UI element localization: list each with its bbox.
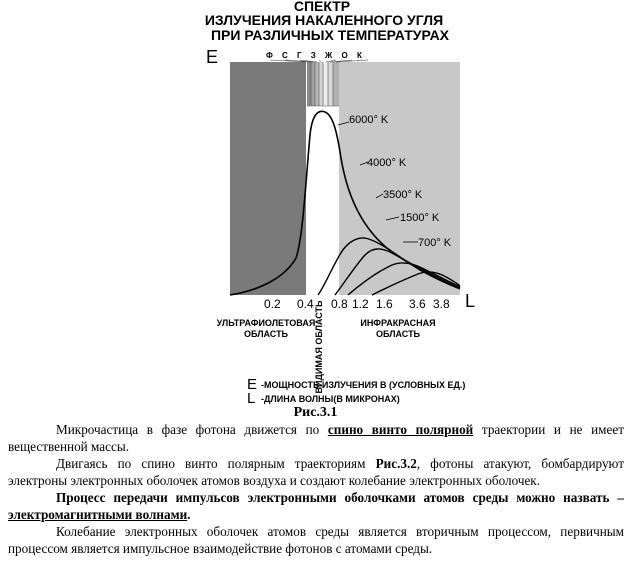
p1-text-c: траектории и не имеет вещественной массы. xyxy=(8,422,624,454)
label-4000k: 4000° K xyxy=(367,157,407,169)
x-tick-0.4: 0.4 xyxy=(297,297,314,311)
ultraviolet-label-2: ОБЛАСТЬ xyxy=(243,329,289,339)
p2-text-c: , фотоны атакуют, бомбардируют электроны электронных оболочек атомов воздуха и создают колебание электронных оболочек. xyxy=(8,456,624,488)
paragraph-1 xyxy=(8,421,624,455)
x-axis-letter: L xyxy=(465,291,476,311)
legend-l-letter: L xyxy=(247,390,256,405)
p3-emphasis: электромагнитными волнами xyxy=(8,507,188,522)
legend-e-letter: E xyxy=(247,376,258,393)
infrared-label-2: ОБЛАСТЬ xyxy=(375,329,421,339)
figure-title-line-3: ПРИ РАЗЛИЧНЫХ ТЕМПЕРАТУРАХ xyxy=(210,27,450,43)
p2-text-a: Двигаясь по спино винто полярным траекториям xyxy=(56,456,376,471)
x-tick-0.2: 0.2 xyxy=(264,297,281,311)
color-letters: Ф С Г З Ж О К xyxy=(266,51,366,60)
figure-caption: Рис.3.1 xyxy=(293,405,338,420)
p2-figure-ref: Рис.3.2 xyxy=(375,456,417,471)
figure-title-line-1: СПЕКТР xyxy=(293,0,351,14)
ultraviolet-label-1: УЛЬТРАФИОЛЕТОВАЯ xyxy=(216,318,316,328)
x-tick-1.6: 1.6 xyxy=(376,297,393,311)
peak-area xyxy=(310,111,339,295)
visible-label: ВИДИМАЯ ОБЛАСТЬ xyxy=(314,300,324,394)
legend-l-text: -ДЛИНА ВОЛНЫ(В МИКРОНАХ) xyxy=(261,394,400,404)
body-text xyxy=(8,421,624,557)
x-tick-3.6: 3.6 xyxy=(409,297,426,311)
y-axis-letter: E xyxy=(206,47,219,67)
x-tick-0.8: 0.8 xyxy=(331,297,348,311)
p1-text-a: Микрочастица в фазе фотона движется по xyxy=(56,422,328,437)
infrared-region xyxy=(339,62,460,295)
paragraph-4 xyxy=(8,523,624,557)
legend-e-text: -МОЩНОСТЬ ИЗЛУЧЕНИЯ В (УСЛОВНЫХ ЕД.) xyxy=(261,380,466,390)
x-tick-3.8: 3.8 xyxy=(433,297,450,311)
p3-text-a: Процесс передачи импульсов электронными оболочками атомов среды можно назвать – xyxy=(56,490,624,505)
infrared-label-1: ИНФРАКРАСНАЯ xyxy=(360,318,436,328)
figure-title-line-2: ИЗЛУЧЕНИЯ НАКАЛЕННОГО УГЛЯ xyxy=(204,12,444,28)
p1-emphasis: спино винто полярной xyxy=(327,422,474,437)
paragraph-3 xyxy=(8,489,624,523)
p4-text-a: Колебание электронных оболочек атомов среды является вторичным процессом, первичным процессом является импульсное взаимодействие фотонов с атомами среды. xyxy=(8,524,624,556)
paragraph-2 xyxy=(8,455,624,489)
label-6000k: 6000° K xyxy=(349,114,389,126)
p3-text-c: . xyxy=(187,507,191,522)
label-700k: 700° K xyxy=(418,237,452,249)
x-tick-1.2: 1.2 xyxy=(352,297,369,311)
label-1500k: 1500° K xyxy=(400,212,440,224)
label-3500k: 3500° K xyxy=(383,189,423,201)
